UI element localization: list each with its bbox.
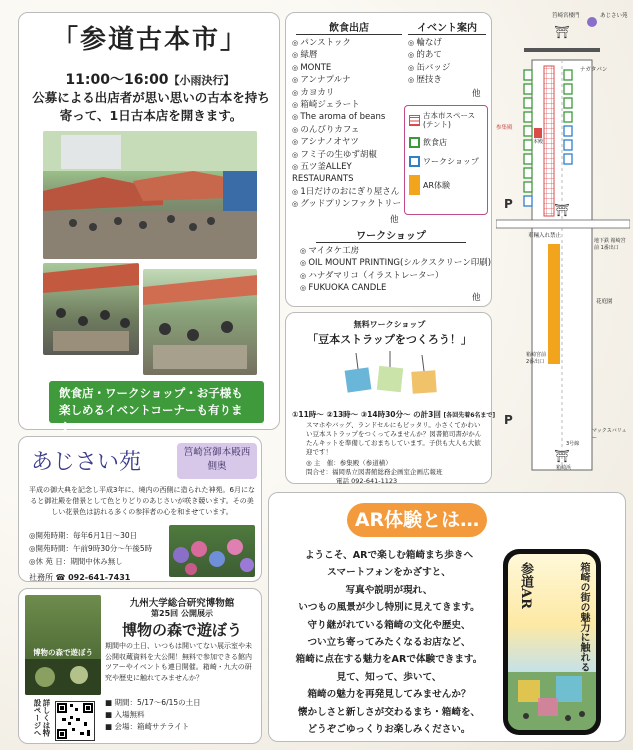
events-list [408,37,450,87]
market-time-note: 【小雨決行】 [168,74,235,87]
green-box-icon [409,137,420,148]
vendors-card [285,12,492,307]
hours-value: 午前9時30分～午後5時 [73,544,153,553]
legend-item-workshop [409,156,483,167]
phone-icon: ☎ [55,573,66,582]
events-header: イベント案内 [408,19,486,35]
ajisai-card [18,436,262,582]
phone-screen [508,554,596,730]
market-photo-1 [43,131,257,259]
event-item: ◎ 輪なげ [408,37,450,49]
office-label: 社務所 [29,573,53,582]
map-label: ナガタパン [580,67,608,73]
map-label: 花庭園 [596,299,613,305]
legend-item-bookmarket [409,111,483,129]
food-item: ◎ 箱崎ジェラート [292,99,401,111]
workshop-item: ◎ OIL MOUNT PRINTING(シルクスクリーン印刷) [300,257,491,269]
event-item: ◎ 缶バッジ [408,62,450,74]
museum-card [18,588,262,744]
event-item: ◎ 的あて [408,49,450,61]
market-time [19,69,281,89]
map-label: マックスバリュー [592,428,627,441]
qr-code[interactable] [55,701,95,741]
ar-line: ようこそ、ARで楽しむ箱崎まち歩きへ [304,550,474,561]
ar-line: いつもの風景が少し特別に見えてきます。 [298,602,480,614]
ajisai-info [29,529,152,584]
blue-box-icon [409,156,420,167]
museum-sub: 第25回 公開展示 [151,609,213,618]
legend-label: 古本市スペース(テント) [423,111,476,129]
map-label: あじさい苑 [600,13,628,19]
museum-fee: ■ 入場無料 [105,710,145,719]
food-item: ◎ カヨカリ [292,87,401,99]
workshop-header: ワークショップ [316,227,466,243]
market-photo-2 [43,263,139,355]
food-item: ◎ 五ツ釜ALLEY RESTAURANTS [292,161,400,186]
legend-label: ワークショップ [423,157,479,166]
workshop-list [300,245,491,295]
svg-text:⛩: ⛩ [554,449,570,463]
ar-line: スマートフォンをかざすと、 [327,567,451,579]
events-etc: 他 [472,89,481,99]
map-label: 本殿 [533,139,544,145]
legend-item-ar [409,175,483,195]
svg-text:P: P [504,197,513,211]
food-item: ◎ 緑暦 [292,49,401,61]
phone-mockup [503,549,601,735]
ajisai-marker [587,17,597,27]
ajisai-location: 筥崎宮御本殿西側奥 [177,443,257,479]
workshop-item: ◎ ハナダマリコ（イラストレーター） [300,270,491,282]
free-ws-title: 「豆本ストラップをつくろう！」 [307,333,472,346]
food-item: ◎ The aroma of beans [292,111,401,123]
ar-card [268,492,626,742]
map-label: 筥崎宮楼門 [552,13,580,19]
museum-venue: ■ 会場：箱崎サテライト [105,722,190,731]
market-photo-2-art [43,263,139,355]
strap-illustration [336,349,446,407]
museum-title: 博物の森で遊ぼう [121,621,242,639]
qr-code-art [56,702,94,740]
closed-value: 期間中休み無し [70,557,123,566]
closed-label: ◎休 苑 日： [29,557,71,566]
workshop-item: ◎ マイタケ工房 [300,245,491,257]
hours-label: ◎開苑時間： [29,544,74,553]
food-item: ◎ パンストック [292,37,401,49]
legend-label: 飲食店 [423,138,447,147]
ar-body [275,547,503,738]
free-ws-label: 無料ワークショップ [353,320,426,329]
food-item: ◎ のんびりカフェ [292,124,401,136]
ar-line: 守り継がれている箱崎の文化や歴史、 [307,619,471,631]
free-ws-times [292,409,495,420]
museum-org: 九州大学総合研究博物館 [129,598,235,609]
svg-text:⛩: ⛩ [554,25,570,39]
museum-info [105,697,201,733]
qr-caption: 詳しくは特設ページへ [33,699,51,737]
market-intro: 公募による出店者が思い思いの古本を持ち寄って、1日古本店を開きます。 [32,90,270,123]
market-photo-3-art [143,269,257,375]
food-item: ◎ アンナプルナ [292,74,401,86]
workshop-etc: 他 [472,293,481,303]
food-item: ◎ アシナノオヤツ [292,136,401,148]
ar-line: 懐かしさと新しさが交わるまち・箱崎を、 [297,706,481,718]
event-item: ◎ 歴技き [408,74,450,86]
map-label: 3号線 [566,441,580,447]
map-label: 箱崎宮前 2番出口 [526,352,547,365]
capacity-text: [各回先着6名まで] [443,412,496,419]
free-workshop-card [285,312,496,485]
office-phone: 092-641-7431 [68,573,131,582]
legend-item-food [409,137,483,148]
ar-line: 写真や説明が現れ、 [345,584,433,596]
period-value: 毎年6月1日～30日 [73,531,138,540]
svg-text:⛩: ⛩ [554,203,570,217]
phone-sub: 箱崎の街の魅力に触れる [578,562,589,672]
museum-period: ■ 期間：5/17～6/15の土日 [105,698,201,707]
market-card [18,12,280,434]
ar-line: 箱崎の魅力を再発見してみませんか？ [307,689,471,701]
ar-line: 箱崎に点在する魅力をARで体験できます。 [295,654,483,666]
times-text: ①11時～ ②13時～ ③14時30分～ の計3回 [292,410,441,419]
free-ws-body: スマホやバッグ、ランドセルにもピッタリ。小さくてかわいい豆本ストラップをつくってみませんか？図書館司書がかんたんキットを準備しておまちしています。子供も大人も大歓迎です！ [306,421,482,456]
market-banner: 飲食店・ワークショップ・お子様も楽しめるイベントコーナーも有ります [49,381,264,423]
map-legend [404,105,488,215]
grid-icon [409,115,420,126]
food-item: ◎ フミ子の生ゆず胡椒 [292,149,401,161]
market-photo-1-art [43,131,257,259]
museum-body: 期間中の土日、いつもは開いてない展示室や未公開収蔵資料を大公開！無料で参加できる館内ツアーやイベントも連日開催。箱崎・九大の研究や歴史に触れてみませんか？ [105,642,252,682]
ajisai-title: あじさい苑 [31,450,142,475]
svg-text:P: P [504,413,513,427]
ar-title: AR体験とは… [347,503,487,537]
free-ws-contact [306,459,490,486]
legend-label: AR体験 [423,180,451,190]
poster-title: 博物の森で遊ぼう [33,648,93,657]
market-title: 「参道古本市」 [51,25,248,55]
market-photo-3 [143,269,257,375]
phone-photo-art [508,672,596,730]
market-hours: 11:00～16:00 [65,72,169,88]
map-label: 車輛入れ禁止 [528,233,562,239]
workshop-item: ◎ FUKUOKA CANDLE [300,282,491,294]
host-text: ◎ 主 催：参集殿（参道横） [306,459,392,467]
phone-title: 参道AR [518,562,533,609]
museum-poster [25,595,101,695]
food-header: 飲食出店 [296,19,402,35]
ajisai-photo [169,525,255,577]
food-list [292,37,401,211]
map-label: 地下鉄 箱崎宮前 1番出口 [594,238,626,251]
ajisai-body: 平成の御大典を記念し平成3年に、境内の西側に造られた神苑。6月になると御社殿を借景として色とりどりのあじさいが咲き競います。その美しい花景色は訪れる多くの参拝者の心を和ませています。 [29,486,255,516]
inquiry-text: 問合せ：福岡県立図書館総務企画室企画広報班 [306,468,443,476]
ar-line: つい立ち寄ってみたくなるお店など、 [307,637,471,649]
food-item: ◎ 1日だけのおにぎり屋さん [292,186,401,198]
ajisai-photo-art [169,525,255,577]
ar-line: どうぞごゆっくりお楽しみください。 [307,724,471,736]
area-map [496,8,630,474]
map-label: 箱崎浜 [556,465,572,471]
map-label: 参集殿 [496,125,513,131]
food-item: ◎ グッドプリンファクトリー [292,198,401,210]
poster-art [25,659,101,695]
tel-text: 電話 092-641-1123 [336,477,398,485]
food-item: ◎ MONTE [292,62,401,74]
orange-box-icon [409,175,420,195]
period-label: ◎開苑時期： [29,531,74,540]
ar-line: 見て、知って、歩いて、 [336,671,442,683]
food-etc: 他 [390,215,399,225]
